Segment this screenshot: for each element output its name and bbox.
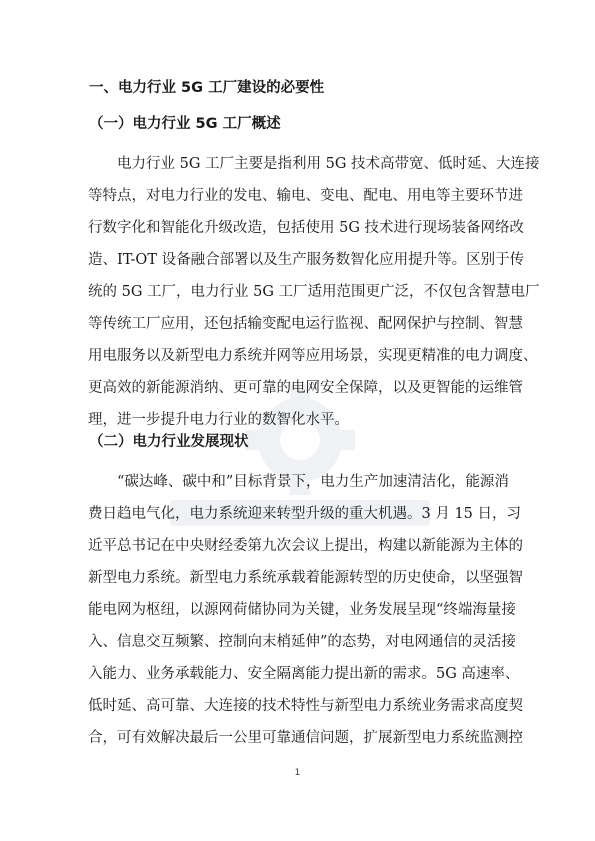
text-line: 等传统工厂应用，还包括输变配电运行监视、配网保护与控制、智慧	[88, 316, 523, 332]
text-line: 近平总书记在中央财经委第九次会议上提出，构建以新能源为主体的	[88, 538, 523, 554]
text-line: 合，可有效解决最后一公里可靠通信问题，扩展新型电力系统监测控	[88, 730, 523, 746]
text-line: 统的 5G 工厂，电力行业 5G 工厂适用范围更广泛，不仅包含智慧电厂	[88, 284, 540, 300]
text-line: 费日趋电气化，电力系统迎来转型升级的重大机遇。3 月 15 日，习	[88, 506, 522, 522]
heading-status: （二）电力行业发展现状	[89, 434, 249, 450]
text-line: 造、IT-OT 设备融合部署以及生产服务数智化应用提升等。区别于传	[88, 252, 525, 268]
page-number: 1	[294, 768, 301, 778]
heading-overview: （一）电力行业 5G 工厂概述	[89, 116, 281, 132]
text-line: 低时延、高可靠、大连接的技术特性与新型电力系统业务需求高度契	[88, 698, 523, 714]
text-line: “碳达峰、碳中和”目标背景下，电力生产加速清洁化，能源消	[117, 474, 509, 490]
paragraph-overview	[88, 148, 540, 436]
text-line: 能电网为枢纽，以源网荷储协同为关键，业务发展呈现“终端海量接	[88, 602, 516, 618]
text-line: 等特点，对电力行业的发电、输电、变电、配电、用电等主要环节进	[88, 188, 523, 204]
text-line: 电力行业 5G 工厂主要是指利用 5G 技术高带宽、低时延、大连接	[117, 156, 540, 172]
text-line: 入、信息交互频繁、控制向末梢延伸”的态势，对电网通信的灵活接	[88, 634, 516, 650]
text-line: 理，进一步提升电力行业的数智化水平。	[88, 412, 349, 428]
text-line: 入能力、业务承载能力、安全隔离能力提出新的需求。5G 高速率、	[88, 666, 520, 682]
heading-necessity: 一、电力行业 5G 工厂建设的必要性	[89, 80, 325, 96]
text-line: 更高效的新能源消纳、更可靠的电网安全保障，以及更智能的运维管	[88, 380, 523, 396]
paragraph-status	[88, 466, 523, 754]
text-line: 新型电力系统。新型电力系统承载着能源转型的历史使命，以坚强智	[88, 570, 523, 586]
text-line: 行数字化和智能化升级改造，包括使用 5G 技术进行现场装备网络改	[88, 220, 525, 236]
text-line: 用电服务以及新型电力系统并网等应用场景，实现更精准的电力调度、	[88, 348, 538, 364]
